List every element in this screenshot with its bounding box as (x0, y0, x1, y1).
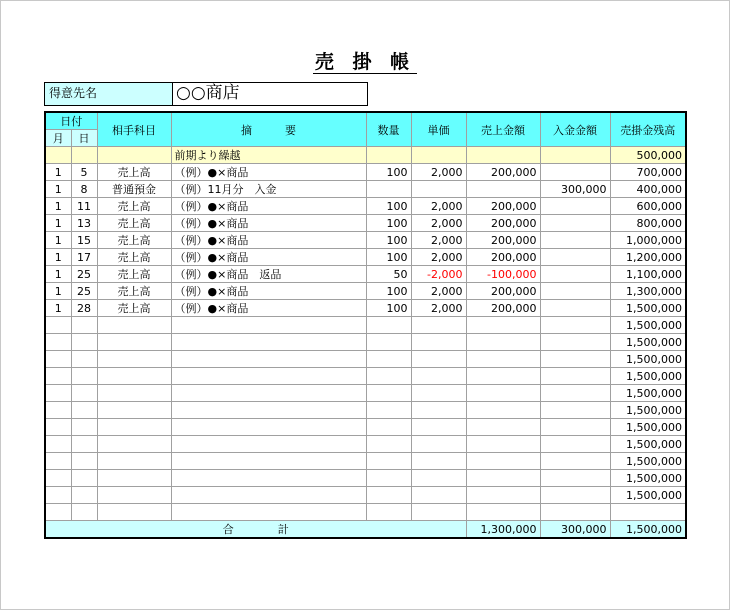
table-row (45, 249, 686, 266)
cell-unit-price[interactable]: 2,000 (411, 215, 466, 232)
cell-day[interactable] (71, 368, 97, 385)
cell-unit-price[interactable] (411, 334, 466, 351)
cell-sales-amount[interactable] (466, 402, 540, 419)
cell-sales-amount[interactable] (466, 470, 540, 487)
ledger-table (44, 111, 687, 539)
cell-balance[interactable]: 1,200,000 (610, 249, 686, 266)
table-row (45, 351, 686, 368)
cell-sales-amount[interactable] (466, 487, 540, 504)
cell-balance[interactable]: 1,500,000 (610, 385, 686, 402)
table-row (45, 419, 686, 436)
cell-day[interactable]: 25 (71, 283, 97, 300)
cell-receipt-amount[interactable] (540, 419, 610, 436)
cell-month[interactable] (45, 385, 71, 402)
cell-unit-price[interactable] (411, 436, 466, 453)
cell-unit-price[interactable] (411, 504, 466, 521)
cell-day[interactable] (71, 504, 97, 521)
cell-receipt-amount[interactable] (540, 487, 610, 504)
cell-balance[interactable]: 400,000 (610, 181, 686, 198)
table-row (45, 504, 686, 521)
cell-day[interactable]: 25 (71, 266, 97, 283)
cell-account[interactable]: 売上高 (97, 164, 171, 181)
cell-account[interactable]: 売上高 (97, 283, 171, 300)
cell-receipt-amount[interactable] (540, 164, 610, 181)
cell-unit-price[interactable]: -2,000 (411, 266, 466, 283)
cell-quantity[interactable] (366, 317, 411, 334)
cell-balance[interactable]: 700,000 (610, 164, 686, 181)
cell-month[interactable] (45, 351, 71, 368)
header-row (45, 112, 686, 130)
cell-receipt-amount[interactable] (540, 436, 610, 453)
carryover-balance[interactable]: 500,000 (610, 147, 686, 164)
table-row (45, 198, 686, 215)
cell-sales-amount[interactable] (466, 368, 540, 385)
cell-receipt-amount[interactable] (540, 470, 610, 487)
cell-month[interactable] (45, 504, 71, 521)
cell-sales-amount[interactable]: 200,000 (466, 300, 540, 317)
cell-quantity[interactable] (366, 504, 411, 521)
table-row (45, 215, 686, 232)
cell-quantity[interactable]: 100 (366, 249, 411, 266)
cell-balance[interactable]: 1,500,000 (610, 436, 686, 453)
cell-balance[interactable]: 1,500,000 (610, 470, 686, 487)
carryover-label[interactable]: 前期より繰越 (171, 147, 366, 164)
cell-month[interactable] (45, 334, 71, 351)
table-row (45, 436, 686, 453)
customer-box (44, 82, 368, 106)
cell-day[interactable] (71, 419, 97, 436)
cell-sales-amount[interactable] (466, 317, 540, 334)
cell-account[interactable] (97, 504, 171, 521)
cell-month[interactable]: 1 (45, 283, 71, 300)
document-title: 売 掛 帳 (314, 51, 416, 73)
cell-description[interactable]: （例）●×商品 (171, 283, 366, 300)
cell-sales-amount[interactable]: 200,000 (466, 215, 540, 232)
cell-month[interactable]: 1 (45, 198, 71, 215)
cell-unit-price[interactable] (411, 368, 466, 385)
header-receipt-amount: 入金金額 (540, 112, 610, 147)
header-month: 月 (45, 130, 71, 147)
cell[interactable] (366, 147, 411, 164)
cell-description[interactable] (171, 504, 366, 521)
cell-description[interactable]: （例）●×商品 (171, 232, 366, 249)
cell-receipt-amount[interactable] (540, 385, 610, 402)
cell-account[interactable] (97, 436, 171, 453)
cell-month[interactable]: 1 (45, 215, 71, 232)
cell-month[interactable]: 1 (45, 249, 71, 266)
cell-unit-price[interactable] (411, 402, 466, 419)
total-label: 合 計 (45, 521, 466, 539)
cell[interactable] (45, 147, 71, 164)
cell-quantity[interactable] (366, 453, 411, 470)
cell-account[interactable]: 売上高 (97, 232, 171, 249)
cell-month[interactable]: 1 (45, 300, 71, 317)
header-quantity: 数量 (366, 112, 411, 147)
cell-account[interactable]: 売上高 (97, 266, 171, 283)
cell-sales-amount[interactable]: 200,000 (466, 164, 540, 181)
cell[interactable] (466, 147, 540, 164)
cell[interactable] (71, 147, 97, 164)
table-row (45, 317, 686, 334)
cell-month[interactable] (45, 317, 71, 334)
cell-day[interactable]: 28 (71, 300, 97, 317)
cell-description[interactable] (171, 436, 366, 453)
cell-receipt-amount[interactable] (540, 232, 610, 249)
cell-day[interactable] (71, 453, 97, 470)
cell-sales-amount[interactable] (466, 453, 540, 470)
cell-unit-price[interactable] (411, 470, 466, 487)
cell-receipt-amount[interactable] (540, 249, 610, 266)
cell-receipt-amount[interactable] (540, 215, 610, 232)
cell-description[interactable] (171, 368, 366, 385)
total-row (45, 521, 686, 539)
cell-description[interactable]: （例）●×商品 返品 (171, 266, 366, 283)
cell-quantity[interactable] (366, 436, 411, 453)
cell-account[interactable] (97, 453, 171, 470)
cell-description[interactable]: （例）●×商品 (171, 164, 366, 181)
table-row (45, 232, 686, 249)
cell-quantity[interactable] (366, 385, 411, 402)
cell-description[interactable]: （例）●×商品 (171, 249, 366, 266)
cell-balance[interactable]: 1,500,000 (610, 419, 686, 436)
table-row (45, 334, 686, 351)
cell-quantity[interactable]: 100 (366, 164, 411, 181)
table-row (45, 283, 686, 300)
cell-day[interactable] (71, 470, 97, 487)
cell-quantity[interactable]: 100 (366, 198, 411, 215)
cell-balance[interactable]: 1,000,000 (610, 232, 686, 249)
cell-quantity[interactable] (366, 470, 411, 487)
table-row (45, 487, 686, 504)
cell-description[interactable]: （例）●×商品 (171, 215, 366, 232)
cell-account[interactable] (97, 368, 171, 385)
cell-quantity[interactable] (366, 334, 411, 351)
cell-month[interactable]: 1 (45, 232, 71, 249)
cell[interactable] (97, 147, 171, 164)
total-balance: 1,500,000 (610, 521, 686, 539)
cell-description[interactable] (171, 470, 366, 487)
cell-unit-price[interactable] (411, 419, 466, 436)
cell-receipt-amount[interactable] (540, 453, 610, 470)
cell-description[interactable] (171, 334, 366, 351)
cell-description[interactable] (171, 453, 366, 470)
cell-unit-price[interactable] (411, 487, 466, 504)
cell-balance[interactable]: 1,500,000 (610, 402, 686, 419)
cell-sales-amount[interactable] (466, 504, 540, 521)
table-row (45, 402, 686, 419)
cell-month[interactable]: 1 (45, 181, 71, 198)
cell-sales-amount[interactable]: 200,000 (466, 283, 540, 300)
cell-unit-price[interactable]: 2,000 (411, 283, 466, 300)
cell-month[interactable] (45, 453, 71, 470)
cell-day[interactable] (71, 351, 97, 368)
cell-description[interactable] (171, 385, 366, 402)
cell-unit-price[interactable] (411, 385, 466, 402)
cell-sales-amount[interactable]: 200,000 (466, 249, 540, 266)
cell-description[interactable]: （例）●×商品 (171, 300, 366, 317)
cell-account[interactable] (97, 487, 171, 504)
cell-account[interactable]: 売上高 (97, 300, 171, 317)
cell-month[interactable] (45, 368, 71, 385)
cell-account[interactable] (97, 351, 171, 368)
cell-balance[interactable]: 1,500,000 (610, 317, 686, 334)
cell-day[interactable] (71, 487, 97, 504)
cell-month[interactable] (45, 436, 71, 453)
cell-day[interactable] (71, 317, 97, 334)
cell-balance[interactable]: 800,000 (610, 215, 686, 232)
cell-balance[interactable]: 1,300,000 (610, 283, 686, 300)
cell-sales-amount[interactable] (466, 419, 540, 436)
cell-month[interactable]: 1 (45, 266, 71, 283)
cell-quantity[interactable]: 50 (366, 266, 411, 283)
cell-balance[interactable]: 600,000 (610, 198, 686, 215)
cell-day[interactable] (71, 334, 97, 351)
cell-account[interactable] (97, 385, 171, 402)
cell-month[interactable]: 1 (45, 164, 71, 181)
header-sales-amount: 売上金額 (466, 112, 540, 147)
cell-sales-amount[interactable] (466, 385, 540, 402)
cell-unit-price[interactable] (411, 351, 466, 368)
header-account: 相手科目 (97, 112, 171, 147)
cell-unit-price[interactable]: 2,000 (411, 300, 466, 317)
cell-account[interactable] (97, 402, 171, 419)
table-row (45, 300, 686, 317)
customer-label: 得意先名 (45, 83, 173, 105)
header-date: 日付 (45, 112, 97, 130)
cell-receipt-amount[interactable] (540, 300, 610, 317)
cell-account[interactable]: 売上高 (97, 198, 171, 215)
customer-name[interactable]: ○○商店 (176, 83, 240, 103)
cell-description[interactable] (171, 317, 366, 334)
cell-unit-price[interactable]: 2,000 (411, 232, 466, 249)
cell-sales-amount[interactable] (466, 334, 540, 351)
cell-day[interactable] (71, 402, 97, 419)
cell-account[interactable] (97, 334, 171, 351)
cell-month[interactable] (45, 470, 71, 487)
cell-balance[interactable]: 1,500,000 (610, 453, 686, 470)
cell-account[interactable] (97, 317, 171, 334)
cell-receipt-amount[interactable]: 300,000 (540, 181, 610, 198)
cell-description[interactable] (171, 487, 366, 504)
cell-account[interactable] (97, 419, 171, 436)
cell-sales-amount[interactable]: -100,000 (466, 266, 540, 283)
cell-day[interactable]: 5 (71, 164, 97, 181)
cell-day[interactable]: 15 (71, 232, 97, 249)
cell-sales-amount[interactable] (466, 181, 540, 198)
cell-account[interactable] (97, 470, 171, 487)
cell-quantity[interactable] (366, 351, 411, 368)
cell-unit-price[interactable] (411, 181, 466, 198)
cell[interactable] (540, 147, 610, 164)
header-balance: 売掛金残高 (610, 112, 686, 147)
cell-description[interactable] (171, 419, 366, 436)
cell-balance[interactable]: 1,500,000 (610, 368, 686, 385)
table-row (45, 266, 686, 283)
cell-account[interactable]: 売上高 (97, 249, 171, 266)
cell-receipt-amount[interactable] (540, 317, 610, 334)
cell-receipt-amount[interactable] (540, 368, 610, 385)
cell-balance[interactable]: 1,500,000 (610, 351, 686, 368)
cell-receipt-amount[interactable] (540, 266, 610, 283)
cell-balance[interactable]: 1,500,000 (610, 487, 686, 504)
cell-day[interactable]: 13 (71, 215, 97, 232)
cell-unit-price[interactable]: 2,000 (411, 249, 466, 266)
table-row (45, 368, 686, 385)
carryover-row (45, 147, 686, 164)
cell-description[interactable] (171, 402, 366, 419)
cell-quantity[interactable] (366, 419, 411, 436)
cell-balance[interactable] (610, 504, 686, 521)
cell-description[interactable]: （例）●×商品 (171, 198, 366, 215)
table-row (45, 181, 686, 198)
cell-unit-price[interactable]: 2,000 (411, 164, 466, 181)
cell-unit-price[interactable] (411, 453, 466, 470)
cell-receipt-amount[interactable] (540, 198, 610, 215)
cell-quantity[interactable] (366, 487, 411, 504)
header-day: 日 (71, 130, 97, 147)
total-receipt: 300,000 (540, 521, 610, 539)
cell-balance[interactable]: 1,500,000 (610, 334, 686, 351)
cell-receipt-amount[interactable] (540, 334, 610, 351)
cell-balance[interactable]: 1,500,000 (610, 300, 686, 317)
cell-sales-amount[interactable]: 200,000 (466, 198, 540, 215)
cell-account[interactable]: 売上高 (97, 215, 171, 232)
cell-description[interactable]: （例）11月分 入金 (171, 181, 366, 198)
cell-month[interactable] (45, 402, 71, 419)
cell-day[interactable] (71, 385, 97, 402)
cell-receipt-amount[interactable] (540, 283, 610, 300)
cell-sales-amount[interactable] (466, 436, 540, 453)
cell-quantity[interactable] (366, 181, 411, 198)
cell-quantity[interactable] (366, 368, 411, 385)
table-row (45, 164, 686, 181)
cell-unit-price[interactable]: 2,000 (411, 198, 466, 215)
cell-month[interactable] (45, 487, 71, 504)
cell-unit-price[interactable] (411, 317, 466, 334)
total-sales: 1,300,000 (466, 521, 540, 539)
cell-quantity[interactable]: 100 (366, 232, 411, 249)
table-row (45, 385, 686, 402)
cell-quantity[interactable]: 100 (366, 300, 411, 317)
cell-month[interactable] (45, 419, 71, 436)
cell-day[interactable]: 8 (71, 181, 97, 198)
cell-day[interactable]: 11 (71, 198, 97, 215)
cell-quantity[interactable]: 100 (366, 283, 411, 300)
cell-quantity[interactable]: 100 (366, 215, 411, 232)
cell-day[interactable]: 17 (71, 249, 97, 266)
cell-balance[interactable]: 1,100,000 (610, 266, 686, 283)
header-unit-price: 単価 (411, 112, 466, 147)
cell-account[interactable]: 普通預金 (97, 181, 171, 198)
cell-quantity[interactable] (366, 402, 411, 419)
cell-receipt-amount[interactable] (540, 351, 610, 368)
table-row (45, 470, 686, 487)
table-row (45, 453, 686, 470)
cell-description[interactable] (171, 351, 366, 368)
header-description: 摘 要 (171, 112, 366, 147)
cell-receipt-amount[interactable] (540, 402, 610, 419)
cell-receipt-amount[interactable] (540, 504, 610, 521)
cell[interactable] (411, 147, 466, 164)
cell-sales-amount[interactable] (466, 351, 540, 368)
cell-day[interactable] (71, 436, 97, 453)
cell-sales-amount[interactable]: 200,000 (466, 232, 540, 249)
